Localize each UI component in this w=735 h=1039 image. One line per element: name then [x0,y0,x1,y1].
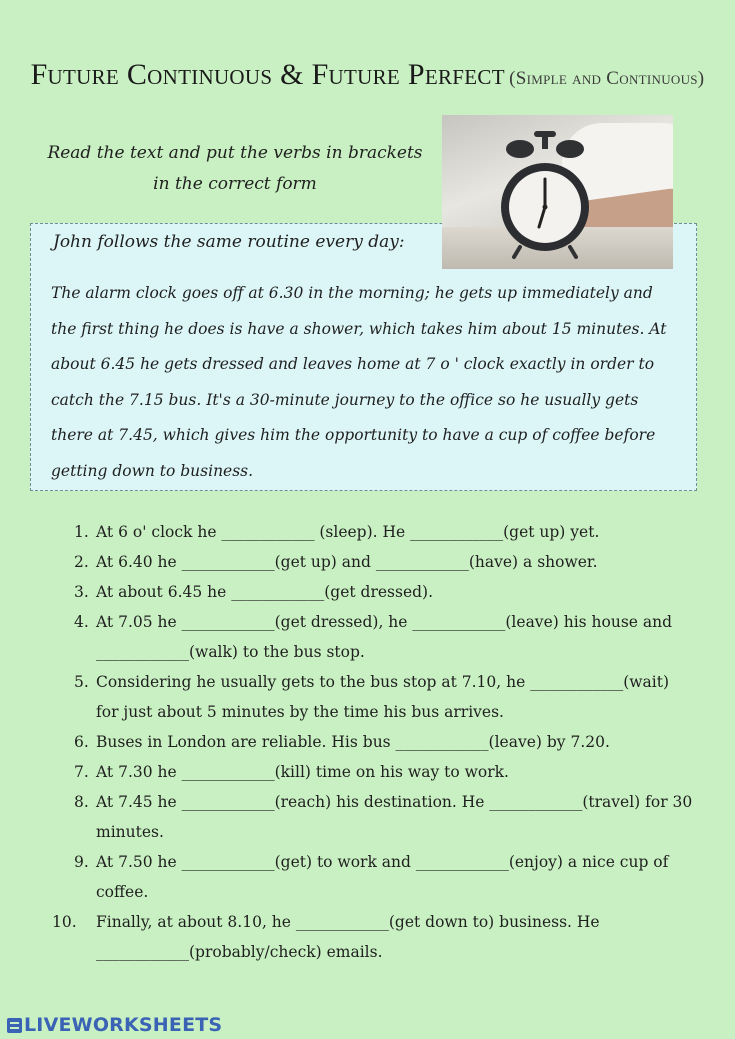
exercise-number: 2. [74,553,89,571]
title-subtitle: (Simple and Continuous) [509,68,705,89]
exercise-item [74,607,694,667]
exercise-item [74,517,694,547]
exercise-number: 6. [74,733,89,751]
exercise-item [52,907,694,967]
exercise-item [74,667,694,727]
exercise-text: At about 6.45 he ____________(get dressed). [96,583,434,601]
exercise-text: At 6.40 he ____________(get up) and ____________(have) a shower. [96,553,598,571]
footer-brand: LIVEWORKSHEETS [24,1014,223,1036]
exercise-number: 5. [74,673,89,691]
reading-heading: John follows the same routine every day: [53,232,405,252]
exercise-text: At 7.30 he ____________(kill) time on his way to work. [96,763,509,781]
instructions [30,138,440,200]
exercise-number: 10. [52,913,77,931]
exercise-text: Considering he usually gets to the bus stop at 7.10, he ____________(wait) for just about 5 minutes by the time his bus arrives. [96,673,670,721]
exercise-text: At 6 o' clock he ____________ (sleep). He ____________(get up) yet. [96,523,600,541]
exercise-number: 1. [74,523,89,541]
instructions-line-1: Read the text and put the verbs in brackets [47,143,423,163]
exercise-number: 4. [74,613,89,631]
exercise-item [74,787,694,847]
clock-bells [506,131,584,158]
exercise-item [74,727,694,757]
exercise-item [74,577,694,607]
title-main: Future Continuous & Future Perfect [30,58,505,91]
instructions-line-2: in the correct form [153,174,317,194]
exercise-number: 9. [74,853,89,871]
exercise-number: 8. [74,793,89,811]
exercise-text: Buses in London are reliable. His bus ____________(leave) by 7.20. [96,733,610,751]
exercise-item [74,847,694,907]
exercise-text: At 7.50 he ____________(get) to work and ____________(enjoy) a nice cup of coffee. [96,853,669,901]
exercise-text: At 7.45 he ____________(reach) his destination. He ____________(travel) for 30 minutes. [96,793,693,841]
clock-leg [570,247,576,257]
clock-leg [514,247,520,257]
alarm-clock-photo [442,115,673,269]
exercise-number: 7. [74,763,89,781]
exercise-item [74,757,694,787]
exercise-number: 3. [74,583,89,601]
worksheet-title [0,58,735,92]
alarm-clock-icon [442,115,673,269]
exercise-text: Finally, at about 8.10, he ____________(get down to) business. He ____________(probably/check) emails. [96,913,600,961]
liveworksheets-logo-icon [7,1018,22,1033]
liveworksheets-footer[interactable] [7,1014,222,1036]
exercise-list [52,517,694,967]
exercise-text: At 7.05 he ____________(get dressed), he ____________(leave) his house and ____________(walk) to the bus stop. [96,613,673,661]
reading-passage: The alarm clock goes off at 6.30 in the morning; he gets up immediately and the first thing he does is have a shower, which takes him about 15 minutes. At about 6.45 he gets dressed and leaves home at 7 o ' clock exactly in order to catch the 7.15 bus. It's a 30-minute journey to the office so he usually gets there at 7.45, which gives him the opportunity to have a cup of coffee before getting down to business. [51,284,667,480]
exercise-item [74,547,694,577]
